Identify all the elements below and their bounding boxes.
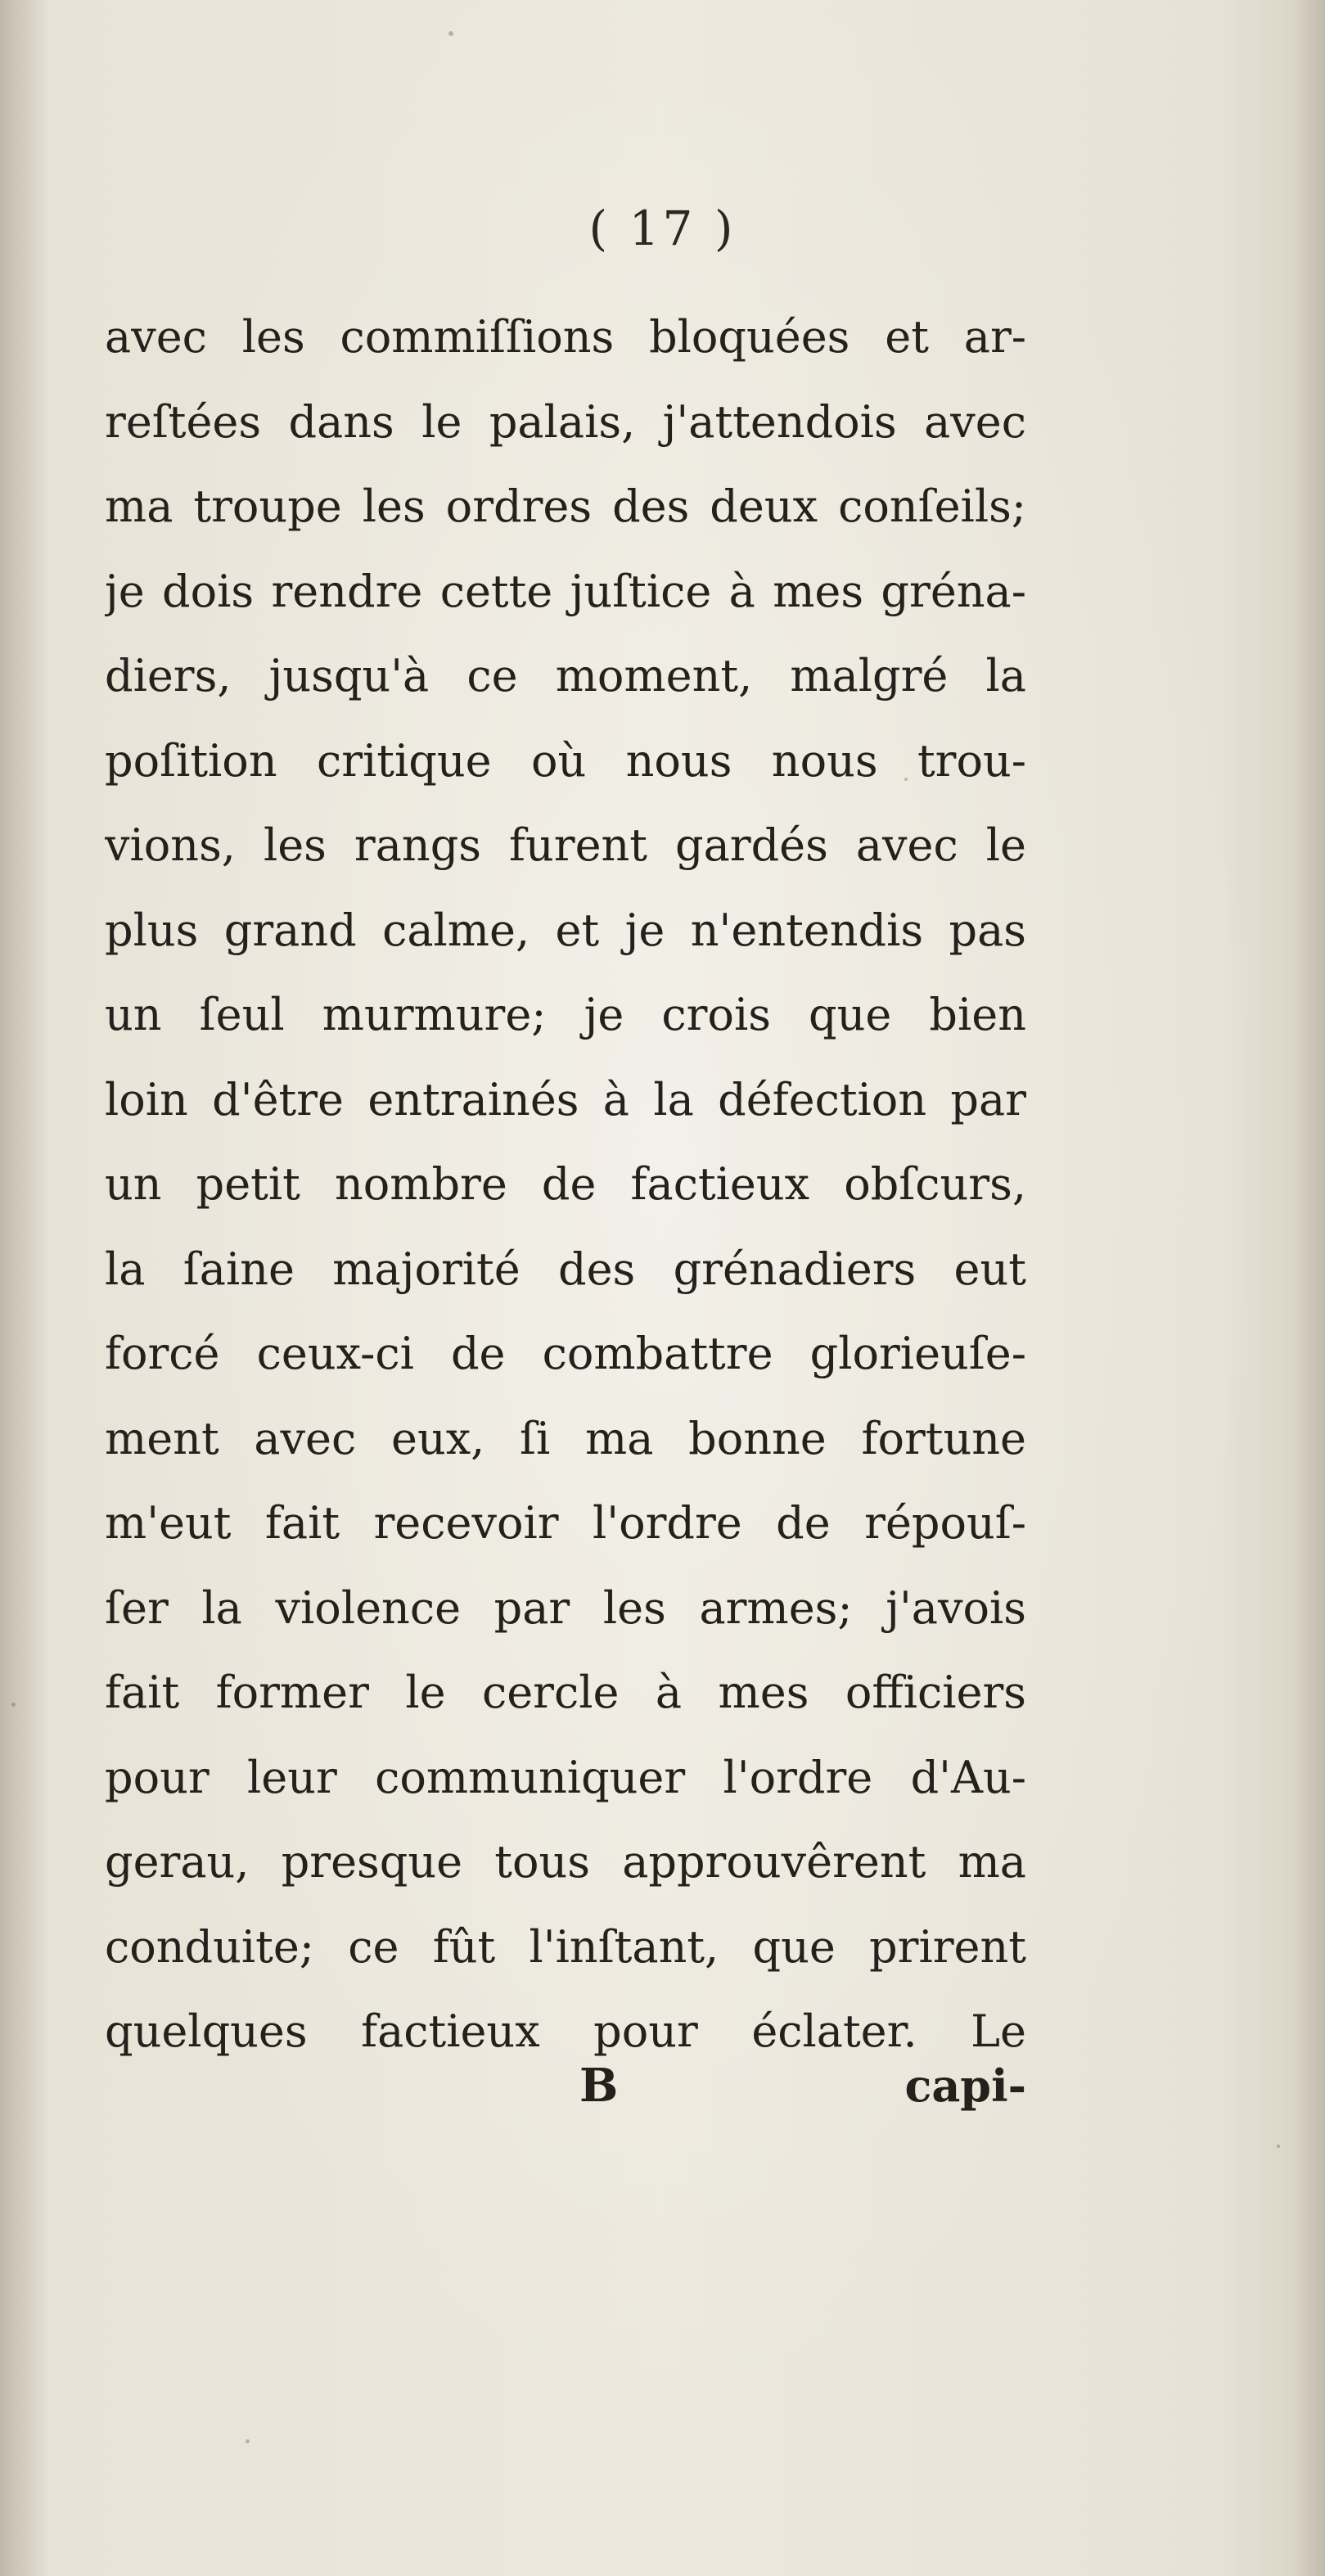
text-line: un ſeul murmure; je crois que bien [105,989,1026,1040]
text-line: vions, les rangs furent gardés avec le [105,819,1026,871]
paper-speck [246,2439,250,2443]
text-line: loin d'être entrainés à la défection par [105,1073,1026,1126]
text-line: fait former le cercle à mes officiers [105,1667,1026,1718]
text-line: gerau, presque tous approuvêrent ma [105,1836,1026,1888]
text-line: pour leur communiquer l'ordre d'Au- [105,1751,1026,1803]
page-edge-shadow [1292,0,1325,2576]
text-line: avec les commiſſions bloquées et ar- [105,311,1026,363]
catchword: capi- [904,2059,1026,2112]
text-line: un petit nombre de factieux obſcurs, [105,1158,1026,1210]
text-line: conduite; ce fût l'inſtant, que prirent [105,1920,1026,1973]
text-line: je dois rendre cette juſtice à mes gréna- [105,565,1026,617]
page-number: ( 17 ) [588,201,737,256]
page-footer [105,2049,1026,2123]
text-line: m'eut fait recevoir l'ordre de répouſ- [105,1497,1026,1549]
text-line: poſition critique où nous nous trou- [105,734,1026,787]
text-line: ſer la violence par les armes; j'avois [105,1581,1026,1634]
text-line: forcé ceux-ci de combattre glorieuſe- [105,1328,1026,1379]
gutter-shadow [0,0,49,2576]
paper-speck [904,778,908,781]
text-line: ment avec eux, ſi ma bonne fortune [105,1412,1026,1464]
text-line: diers, jusqu'à ce moment, malgré la [105,650,1026,702]
paper-speck [448,31,453,36]
text-line: quelques factieux pour éclater. Le [105,2005,1026,2057]
signature-mark: B [579,2059,619,2113]
text-line: ma troupe les ordres des deux conſeils; [105,480,1026,532]
text-line: plus grand calme, et je n'entendis pas [105,904,1026,956]
paper-speck [11,1703,16,1707]
body-text [105,295,1026,2074]
text-line: reſtées dans le palais, j'attendois avec [105,395,1026,448]
text-line: la ſaine majorité des grénadiers eut [105,1243,1026,1295]
paper-speck [1277,2145,1280,2148]
